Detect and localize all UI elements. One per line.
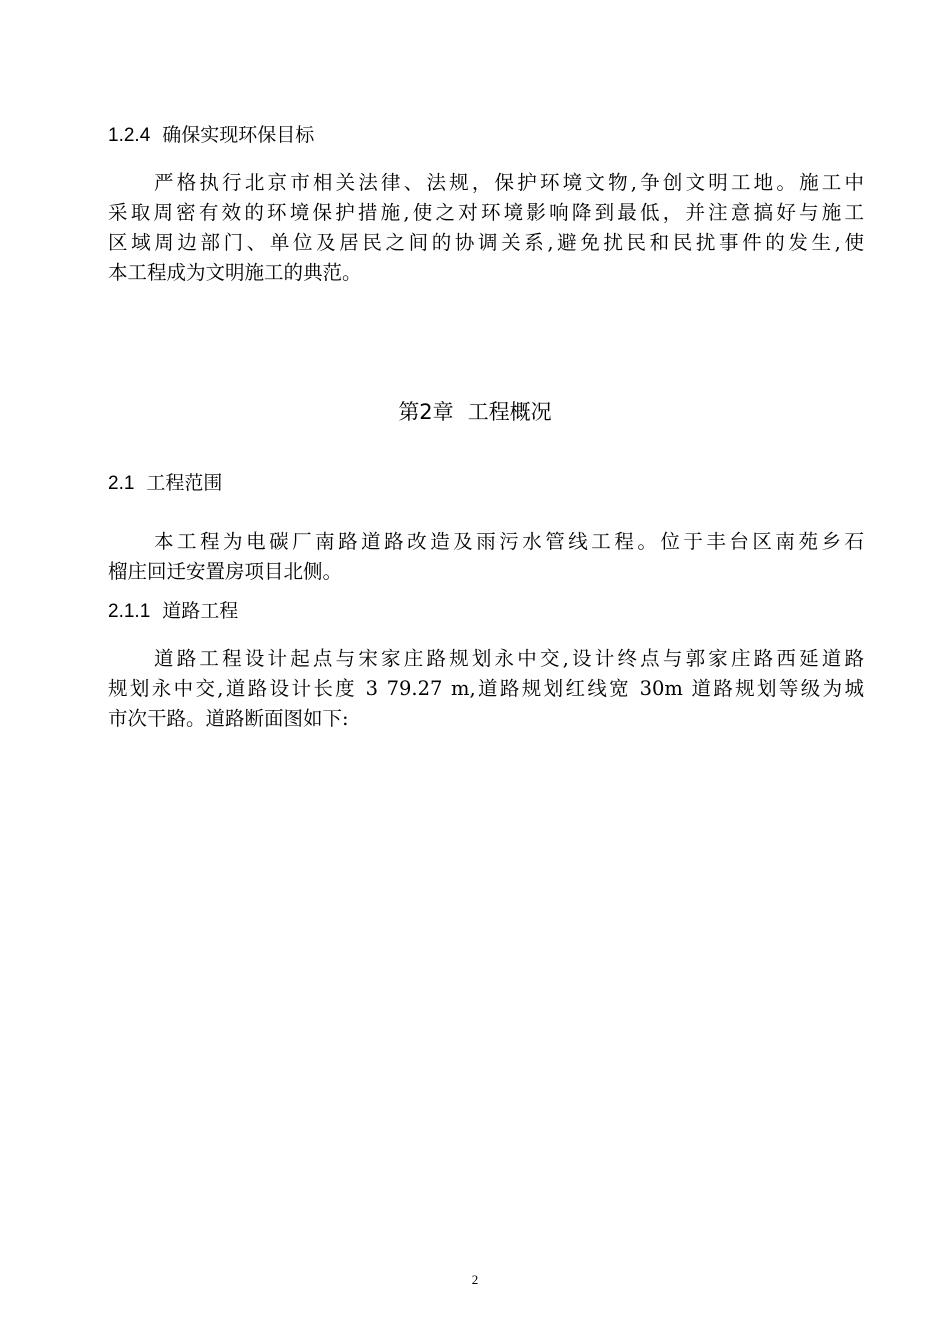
section-1-2-4-paragraph: [108, 168, 864, 288]
paragraph-line: 区域周边部门、单位及居民之间的协调关系,避免扰民和民扰事件的发生,使: [108, 231, 864, 254]
paragraph-line: 本工程成为文明施工的典范。: [108, 261, 362, 284]
paragraph-line: 榴庄回迁安置房项目北侧。: [108, 560, 343, 583]
chapter-2-number: 第2章: [398, 400, 454, 424]
page-number: 2: [471, 1272, 479, 1287]
section-2-1-number: 2.1: [108, 473, 135, 494]
section-2-1-paragraph: [108, 527, 864, 587]
section-2-1-1-number: 2.1.1: [108, 601, 151, 622]
paragraph-line: 严格执行北京市相关法律、法规，保护环境文物,争创文明工地。施工中: [154, 171, 864, 194]
paragraph-line: 规划永中交,道路设计长度 3 79.27 m,道路规划红线宽 30m 道路规划等级为城: [108, 677, 864, 700]
section-2-1-1-paragraph: [108, 644, 864, 734]
chapter-2-title: 工程概况: [467, 400, 552, 424]
section-1-2-4-title: 确保实现环保目标: [162, 125, 315, 146]
section-2-1-title: 工程范围: [146, 473, 223, 494]
section-1-2-4-heading: [108, 124, 314, 148]
paragraph-line: 本工程为电碳厂南路道路改造及雨污水管线工程。位于丰台区南苑乡石: [154, 530, 864, 553]
section-1-2-4-number: 1.2.4: [108, 125, 151, 146]
section-2-1-heading: [108, 472, 222, 496]
paragraph-line: 道路工程设计起点与宋家庄路规划永中交,设计终点与郭家庄路西延道路: [154, 647, 864, 670]
section-2-1-1-heading: [108, 600, 238, 624]
paragraph-line: 市次干路。道路断面图如下:: [108, 707, 349, 730]
chapter-2-heading: [0, 398, 950, 426]
section-2-1-1-title: 道路工程: [162, 601, 239, 622]
paragraph-line: 采取周密有效的环境保护措施,使之对环境影响降到最低，并注意搞好与施工: [108, 201, 864, 224]
